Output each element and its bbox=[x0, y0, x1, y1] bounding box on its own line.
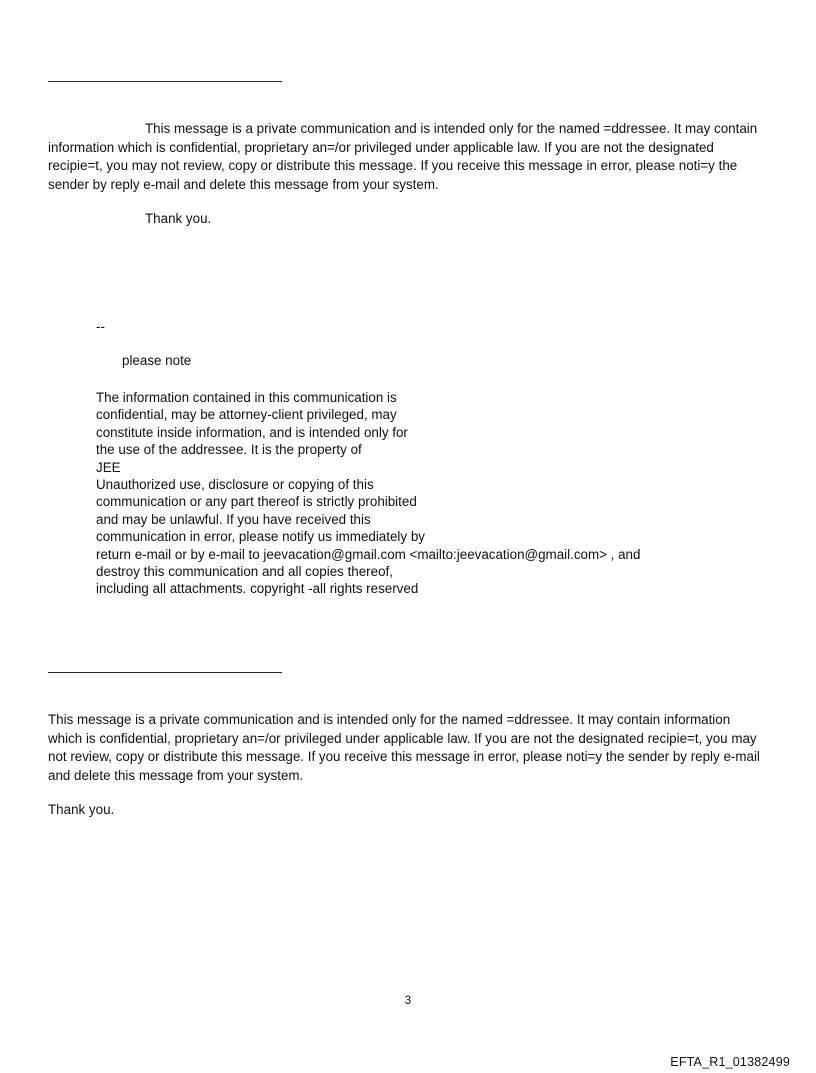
document-id: EFTA_R1_01382499 bbox=[670, 1055, 790, 1069]
notice-line: destroy this communication and all copies thereof, bbox=[96, 564, 393, 580]
thank-you-text-bottom: Thank you. bbox=[48, 802, 115, 817]
notice-line: communication in error, please notify us immediately by bbox=[96, 529, 425, 545]
notice-line: including all attachments. copyright -all rights reserved bbox=[96, 581, 419, 597]
notice-line: and may be unlawful. If you have received this bbox=[96, 511, 371, 527]
notice-line: confidential, may be attorney-client privileged, may bbox=[96, 407, 397, 423]
note-heading: please note bbox=[122, 353, 192, 368]
notice-line-email: return e-mail or by e-mail to jeevacation@gmail.com <mailto:jeevacation@gmail.com> , and bbox=[96, 546, 641, 562]
separator-rule-top bbox=[48, 81, 282, 82]
disclaimer-paragraph-top: This message is a private communication and is intended only for the named =ddressee. It may contain information which is confidential, proprietary an=/or privileged under applicable law. If you are not the designated recipie=t, you may not review, copy or distribute this message. If you receive this message in error, please noti=y the sender by reply e-mail and delete this message from your system. bbox=[48, 121, 758, 192]
notice-line: communication or any part thereof is strictly prohibited bbox=[96, 494, 417, 510]
notice-line: The information contained in this communication is bbox=[96, 390, 397, 405]
signature-dashes: -- bbox=[96, 319, 105, 334]
notice-line: the use of the addressee. It is the property of bbox=[96, 442, 362, 458]
disclaimer-paragraph-bottom: This message is a private communication and is intended only for the named =ddressee. It may contain information which is confidential, proprietary an=/or privileged under applicable law. If you are not the designated recipie=t, you may not review, copy or distribute this message. If you receive this message in error, please noti=y the sender by reply e-mail and delete this message from your system. bbox=[48, 712, 760, 783]
notice-line: constitute inside information, and is intended only for bbox=[96, 424, 408, 440]
notice-line: Unauthorized use, disclosure or copying of this bbox=[96, 477, 374, 493]
thank-you-text-top: Thank you. bbox=[145, 211, 212, 226]
notice-line: JEE bbox=[96, 459, 121, 475]
separator-rule-bottom bbox=[48, 672, 282, 673]
page-number: 3 bbox=[404, 995, 412, 1007]
confidentiality-notice bbox=[96, 389, 640, 598]
